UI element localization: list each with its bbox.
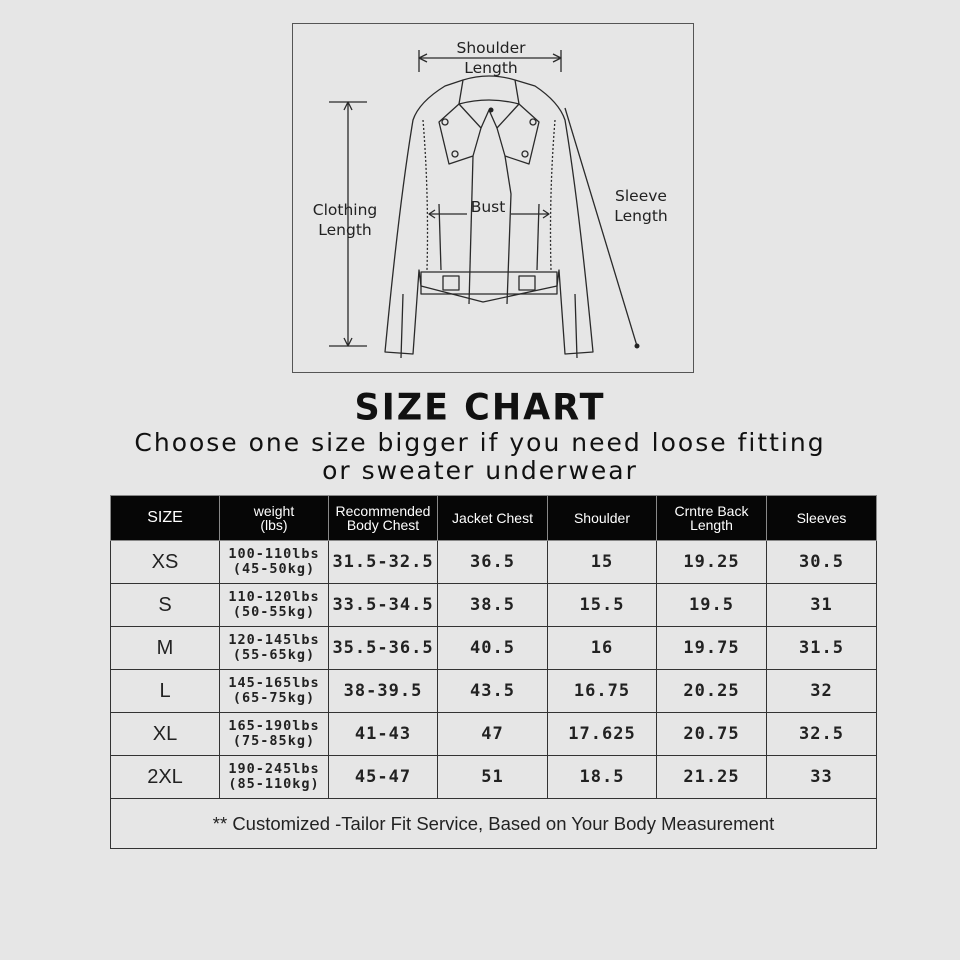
- size-cell: XL: [111, 713, 220, 756]
- weight-kg: (55-65kg): [232, 647, 316, 663]
- subtitle-line-2: or sweater underwear: [322, 456, 638, 485]
- size-cell: L: [111, 670, 220, 713]
- weight-kg: (45-50kg): [232, 561, 316, 577]
- sleeves-cell: 31.5: [767, 627, 877, 670]
- body-chest-cell: 35.5-36.5: [329, 627, 438, 670]
- back-length-cell: 20.75: [657, 713, 767, 756]
- sleeve-length-label: Sleeve Length: [614, 187, 668, 225]
- body-chest-cell: 41-43: [329, 713, 438, 756]
- header-size: SIZE: [111, 496, 220, 541]
- jacket-chest-cell: 40.5: [438, 627, 548, 670]
- table-row: [111, 584, 877, 627]
- weight-cell: [220, 584, 329, 627]
- weight-cell: [220, 756, 329, 799]
- sleeves-cell: 33: [767, 756, 877, 799]
- subtitle-line-1: Choose one size bigger if you need loose fitting: [134, 428, 826, 457]
- weight-lbs: 145-165lbs: [228, 675, 320, 691]
- note-row: [111, 799, 877, 849]
- back-length-cell: 19.75: [657, 627, 767, 670]
- weight-kg: (50-55kg): [232, 604, 316, 620]
- jacket-chest-cell: 36.5: [438, 541, 548, 584]
- table-header-row: [111, 496, 877, 541]
- weight-lbs: 190-245lbs: [228, 761, 320, 777]
- header-body-chest-line2: Body Chest: [346, 517, 420, 533]
- back-length-cell: 19.25: [657, 541, 767, 584]
- size-cell: 2XL: [111, 756, 220, 799]
- shoulder-cell: 17.625: [548, 713, 657, 756]
- body-chest-cell: 45-47: [329, 756, 438, 799]
- weight-cell: [220, 541, 329, 584]
- sleeves-cell: 31: [767, 584, 877, 627]
- header-back-length-line2: Length: [690, 517, 733, 533]
- clothing-length-label: Clothing Length: [312, 201, 378, 239]
- sleeves-cell: 30.5: [767, 541, 877, 584]
- weight-cell: [220, 670, 329, 713]
- header-back-length-line1: Crntre Back: [674, 503, 749, 519]
- jacket-chest-cell: 47: [438, 713, 548, 756]
- sleeves-cell: 32: [767, 670, 877, 713]
- shoulder-cell: 16.75: [548, 670, 657, 713]
- bust-label: Bust: [470, 198, 506, 216]
- weight-lbs: 100-110lbs: [228, 546, 320, 562]
- size-chart-title: SIZE CHART: [354, 387, 606, 429]
- shoulder-length-label: Shoulder Length: [456, 39, 526, 77]
- body-chest-cell: 31.5-32.5: [329, 541, 438, 584]
- jacket-chest-cell: 51: [438, 756, 548, 799]
- header-body-chest-line1: Recommended: [335, 503, 431, 519]
- weight-lbs: 120-145lbs: [228, 632, 320, 648]
- weight-cell: [220, 713, 329, 756]
- weight-lbs: 165-190lbs: [228, 718, 320, 734]
- size-cell: S: [111, 584, 220, 627]
- shoulder-cell: 15.5: [548, 584, 657, 627]
- table-row: [111, 541, 877, 584]
- header-shoulder: Shoulder: [548, 496, 657, 541]
- table-row: [111, 713, 877, 756]
- weight-cell: [220, 627, 329, 670]
- header-body-chest: [329, 496, 438, 541]
- header-weight-line2: (lbs): [260, 517, 288, 533]
- weight-kg: (75-85kg): [232, 733, 316, 749]
- table-row: [111, 627, 877, 670]
- weight-kg: (85-110kg): [228, 776, 320, 792]
- weight-kg: (65-75kg): [232, 690, 316, 706]
- table-row: [111, 670, 877, 713]
- size-cell: M: [111, 627, 220, 670]
- back-length-cell: 20.25: [657, 670, 767, 713]
- sleeves-cell: 32.5: [767, 713, 877, 756]
- header-jacket-chest: Jacket Chest: [438, 496, 548, 541]
- body-chest-cell: 38-39.5: [329, 670, 438, 713]
- back-length-cell: 21.25: [657, 756, 767, 799]
- size-table: [110, 495, 877, 849]
- header-sleeves: Sleeves: [767, 496, 877, 541]
- jacket-chest-cell: 38.5: [438, 584, 548, 627]
- shoulder-cell: 16: [548, 627, 657, 670]
- header-weight-line1: weight: [253, 503, 295, 519]
- jacket-diagram: [292, 23, 694, 373]
- header-back-length: [657, 496, 767, 541]
- jacket-chest-cell: 43.5: [438, 670, 548, 713]
- shoulder-cell: 15: [548, 541, 657, 584]
- header-weight: [220, 496, 329, 541]
- shoulder-cell: 18.5: [548, 756, 657, 799]
- tailor-fit-note: ** Customized -Tailor Fit Service, Based on Your Body Measurement: [111, 799, 877, 849]
- weight-lbs: 110-120lbs: [228, 589, 320, 605]
- table-row: [111, 756, 877, 799]
- body-chest-cell: 33.5-34.5: [329, 584, 438, 627]
- back-length-cell: 19.5: [657, 584, 767, 627]
- size-cell: XS: [111, 541, 220, 584]
